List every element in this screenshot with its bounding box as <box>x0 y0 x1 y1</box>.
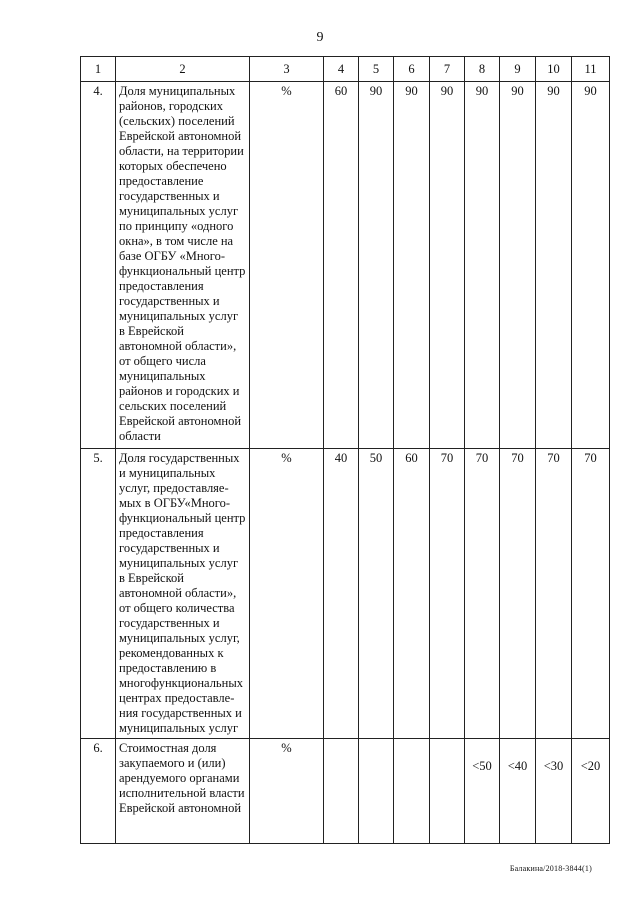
value-cell: 70 <box>500 449 536 739</box>
value-cell: 70 <box>572 449 610 739</box>
indicator-name: Стоимостная доля закупаемого и (или) арендуемого органами исполнительной власти Еврейской автономной <box>116 739 250 844</box>
unit-cell: % <box>250 739 324 844</box>
page-number: 9 <box>316 30 324 45</box>
row-number: 4. <box>81 82 116 449</box>
table-header-row <box>81 57 610 82</box>
column-header: 1 <box>81 57 116 82</box>
column-header: 8 <box>465 57 500 82</box>
row-number: 5. <box>81 449 116 739</box>
unit-cell: % <box>250 449 324 739</box>
value-cell: 90 <box>359 82 394 449</box>
indicator-name: Доля государственных и муниципальных услуг, предоставляе-мых в ОГБУ«Много-функциональный центр предоставления государственных и муниципальных услуг в Еврейской автономной области», от общего количества государственных и муниципальных услуг, рекомендованных к предоставлению в многофункциональных центрах предоставле-ния государственных и муниципальных услуг <box>116 449 250 739</box>
value-cell <box>359 739 394 844</box>
value-cell: 40 <box>324 449 359 739</box>
value-cell: 60 <box>394 449 430 739</box>
indicator-name: Доля муниципальных районов, городских (сельских) поселений Еврейской автономной области, на территории которых обеспечено предоставление государственных и муниципальных услуг по принципу «одного окна», в том числе на базе ОГБУ «Много-функциональный центр предоставления государственных и муниципальных услуг в Еврейской автономной области», от общего числа муниципальных районов и городских и сельских поселений Еврейской автономной области <box>116 82 250 449</box>
indicators-table <box>80 56 610 844</box>
value-cell: <50 <box>465 739 500 844</box>
value-cell <box>394 739 430 844</box>
column-header: 11 <box>572 57 610 82</box>
column-header: 4 <box>324 57 359 82</box>
value-cell: <40 <box>500 739 536 844</box>
table-row <box>81 739 610 844</box>
value-cell <box>324 739 359 844</box>
value-cell: 60 <box>324 82 359 449</box>
value-cell: 90 <box>465 82 500 449</box>
value-cell: 70 <box>430 449 465 739</box>
value-cell: 90 <box>536 82 572 449</box>
table-row <box>81 82 610 449</box>
unit-cell: % <box>250 82 324 449</box>
value-cell: 70 <box>465 449 500 739</box>
value-cell: 50 <box>359 449 394 739</box>
value-cell: <30 <box>536 739 572 844</box>
value-cell: 90 <box>572 82 610 449</box>
value-cell: 90 <box>430 82 465 449</box>
column-header: 3 <box>250 57 324 82</box>
value-cell: 70 <box>536 449 572 739</box>
value-cell: 90 <box>394 82 430 449</box>
column-header: 5 <box>359 57 394 82</box>
value-cell: 90 <box>500 82 536 449</box>
column-header: 9 <box>500 57 536 82</box>
value-cell <box>430 739 465 844</box>
table-row <box>81 449 610 739</box>
document-code: Балакина/2018-3844(1) <box>509 864 592 873</box>
row-number: 6. <box>81 739 116 844</box>
value-cell: <20 <box>572 739 610 844</box>
column-header: 10 <box>536 57 572 82</box>
column-header: 2 <box>116 57 250 82</box>
column-header: 6 <box>394 57 430 82</box>
column-header: 7 <box>430 57 465 82</box>
